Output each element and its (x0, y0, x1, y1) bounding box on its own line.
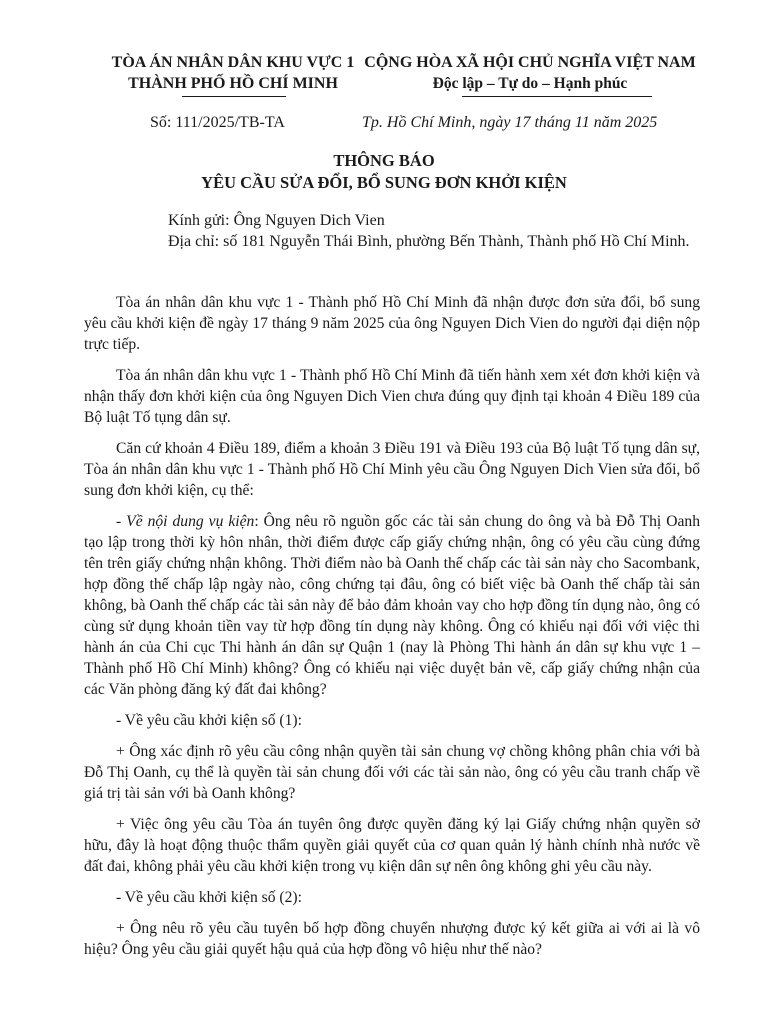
court-name-line2: THÀNH PHỐ HỒ CHÍ MINH (128, 75, 338, 92)
nation-name: CỘNG HÒA XÃ HỘI CHỦ NGHĨA VIỆT NAM (364, 54, 696, 71)
document-number: Số: 111/2025/TB-TA (150, 114, 285, 131)
case-content-label: - Về nội dung vụ kiện (116, 513, 255, 530)
heading-claim-2: - Về yêu cầu khởi kiện số (2): (116, 889, 302, 906)
paragraph-legal-basis: Căn cứ khoản 4 Điều 189, điểm a khoản 3 Điều 191 và Điều 193 của Bộ luật Tố tụng dân sự, Tòa án nhân dân khu vực 1 - Thành phố Hồ Chí Minh yêu cầu Ông Nguyen Dich Vien sửa đổi, bổ sung đơn khởi kiện, cụ thể: (84, 440, 700, 499)
document-header (0, 52, 768, 102)
paragraph-claim-2a: + Ông nêu rõ yêu cầu tuyên bố hợp đồng chuyển nhượng được ký kết giữa ai với ai là vô hiệu? Ông yêu cầu giải quyết hậu quả của hợp đồng vô hiệu như thế nào? (84, 920, 700, 958)
national-title-block (360, 52, 700, 94)
paragraph-claim-1a: + Ông xác định rõ yêu cầu công nhận quyền tài sản chung vợ chồng không phân chia với bà Đỗ Thị Oanh, cụ thể là quyền tài sản chung đối với các tài sản nào, ông có yêu cầu tranh chấp về giá trị tài sản với bà Oanh không? (84, 743, 700, 802)
court-name-line1: TÒA ÁN NHÂN DÂN KHU VỰC 1 (111, 54, 355, 71)
recipient-name: Kính gửi: Ông Nguyen Dich Vien (168, 212, 385, 229)
recipient-address: Địa chỉ: số 181 Nguyễn Thái Bình, phường Bến Thành, Thành phố Hồ Chí Minh. (168, 233, 690, 250)
document-date: Tp. Hồ Chí Minh, ngày 17 tháng 11 năm 2025 (362, 114, 658, 131)
paragraph-claim-1b: + Việc ông yêu cầu Tòa án tuyên ông được quyền đăng ký lại Giấy chứng nhận quyền sở hữu, đây là hoạt động thuộc thẩm quyền giải quyết của cơ quan quản lý hành chính nhà nước về đất đai, không phải yêu cầu khởi kiện trong vụ kiện dân sự nên ông không ghi yêu cầu này. (84, 816, 700, 875)
court-name-underline (182, 96, 286, 97)
national-motto: Độc lập – Tự do – Hạnh phúc (432, 75, 628, 92)
paragraph-case-content (84, 511, 700, 700)
recipient-block (168, 210, 728, 252)
paragraph-review: Tòa án nhân dân khu vực 1 - Thành phố Hồ Chí Minh đã tiến hành xem xét đơn khởi kiện và nhận thấy đơn khởi kiện của ông Nguyen Dich Vien chưa đúng quy định tại khoản 4 Điều 189 của Bộ luật Tố tụng dân sự. (84, 367, 700, 426)
document-title: THÔNG BÁO (333, 151, 435, 170)
document-subtitle: YÊU CẦU SỬA ĐỔI, BỔ SUNG ĐƠN KHỞI KIỆN (201, 173, 567, 192)
document-body (84, 292, 700, 970)
document-title-block (0, 150, 768, 194)
motto-underline (462, 96, 652, 97)
paragraph-received: Tòa án nhân dân khu vực 1 - Thành phố Hồ Chí Minh đã nhận được đơn sửa đổi, bổ sung yêu cầu khởi kiện đề ngày 17 tháng 9 năm 2025 của ông Nguyen Dich Vien do người đại diện nộp trực tiếp. (84, 294, 700, 353)
heading-claim-1: - Về yêu cầu khởi kiện số (1): (116, 712, 302, 729)
court-name-block (108, 52, 358, 94)
reference-line (0, 114, 768, 136)
case-content-text: : Ông nêu rõ nguồn gốc các tài sản chung do ông và bà Đỗ Thị Oanh tạo lập trong thời kỳ hôn nhân, thời điểm được cấp giấy chứng nhận, ông có yêu cầu cùng đứng tên trên giấy chứng nhận không. Thời điểm nào bà Oanh thế chấp các tài sản này cho Sacombank, hợp đồng thế chấp lập ngày nào, công chứng tại đâu, ông có biết việc bà Oanh thế chấp tài sản không, bà Oanh thế chấp các tài sản này để bảo đảm khoản vay cho hợp đồng tín dụng nào, ông có cùng sử dụng khoản tiền vay từ hợp đồng tín dụng này không. Ông có khiếu nại đối với việc thi hành án của Chi cục Thi hành án dân sự Quận 1 (nay là Phòng Thi hành án dân sự khu vực 1 – Thành phố Hồ Chí Minh) không? Ông có khiếu nại việc duyệt bản vẽ, cấp giấy chứng nhận của các Văn phòng đăng ký đất đai không? (84, 513, 700, 698)
